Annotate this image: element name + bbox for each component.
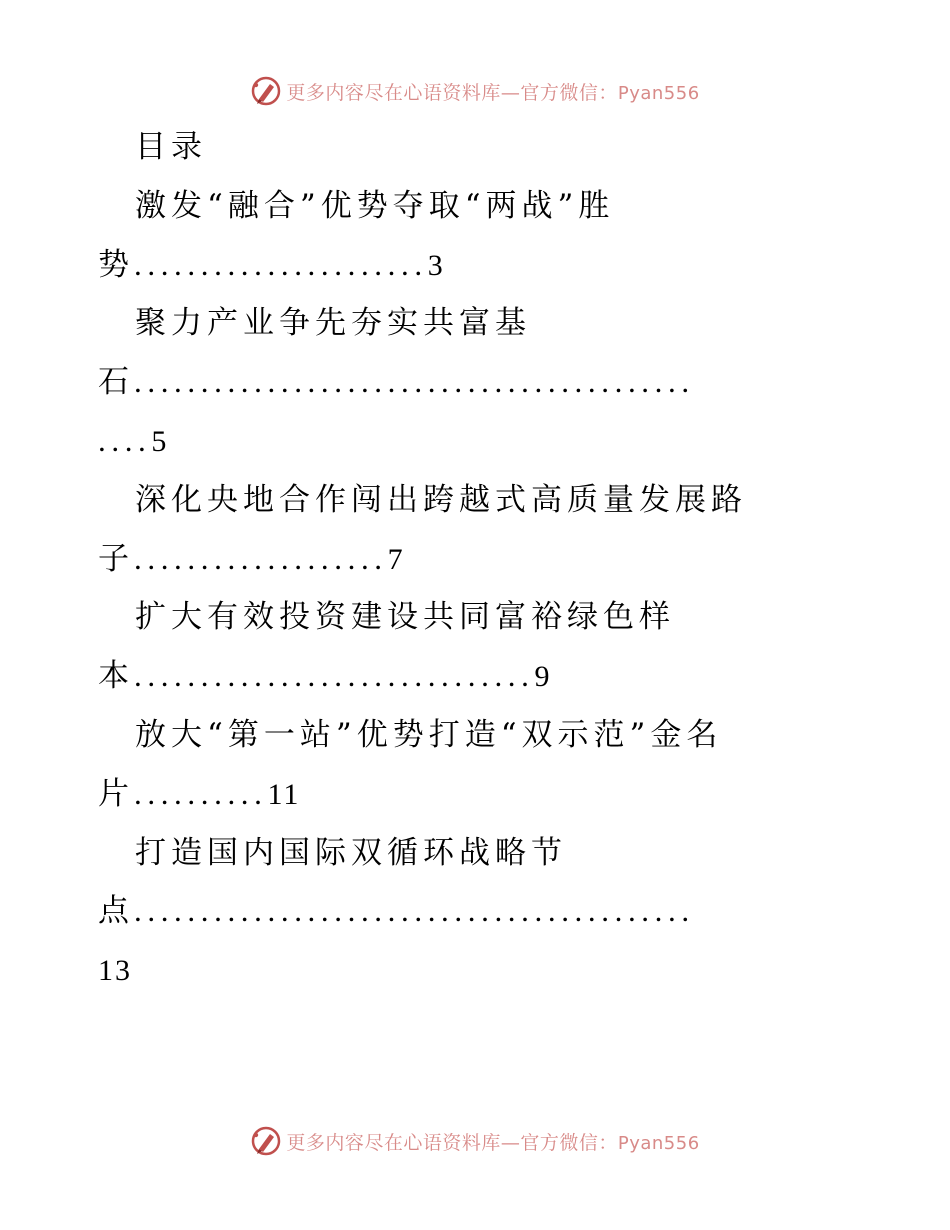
- toc-entry-leader: 片..........11: [98, 775, 301, 812]
- wechat-id: Pyan556: [617, 1132, 700, 1154]
- toc-page-number: 13: [98, 954, 132, 988]
- toc-entry-title: 聚力产业争先夯实共富基: [135, 305, 531, 342]
- toc-page-number: 3: [427, 248, 445, 282]
- toc-heading: 目录: [135, 129, 207, 165]
- toc-entry-title: 放大“第一站”优势打造“双示范”金名: [135, 716, 723, 753]
- pen-logo-icon: [250, 75, 282, 107]
- header-watermark: [0, 71, 950, 111]
- toc-entry-leader: 石..........................................: [98, 364, 695, 401]
- toc-entry-leader-cont: [98, 941, 843, 1000]
- table-of-contents: [98, 118, 843, 1000]
- toc-entry-leader: 本..............................9: [98, 658, 552, 695]
- toc-entry-leader: 点..........................................: [98, 893, 695, 930]
- wechat-id: Pyan556: [617, 82, 700, 104]
- watermark-text: 更多内容尽在心语资料库—官方微信：Pyan556: [286, 81, 700, 104]
- toc-page-number: 7: [387, 542, 405, 576]
- watermark-text: 更多内容尽在心语资料库—官方微信：Pyan556: [286, 1131, 700, 1154]
- toc-entry-title: 深化央地合作闯出跨越式高质量发展路: [135, 481, 747, 518]
- toc-entry-leader-cont: ....5: [98, 422, 169, 458]
- toc-page-number: 5: [151, 424, 169, 458]
- toc-entry-title: 扩大有效投资建设共同富裕绿色样: [135, 599, 675, 636]
- footer-watermark: [0, 1121, 950, 1161]
- toc-page-number: 9: [534, 660, 552, 694]
- toc-entry-title: 激发“融合”优势夺取“两战”胜: [135, 187, 615, 224]
- pen-logo-icon: [250, 1125, 282, 1157]
- toc-entry-leader: 势......................3: [98, 246, 445, 283]
- toc-entry-leader: 子...................7: [98, 540, 405, 577]
- toc-entry-title: 打造国内国际双循环战略节: [135, 834, 567, 871]
- toc-page-number: 11: [267, 777, 301, 811]
